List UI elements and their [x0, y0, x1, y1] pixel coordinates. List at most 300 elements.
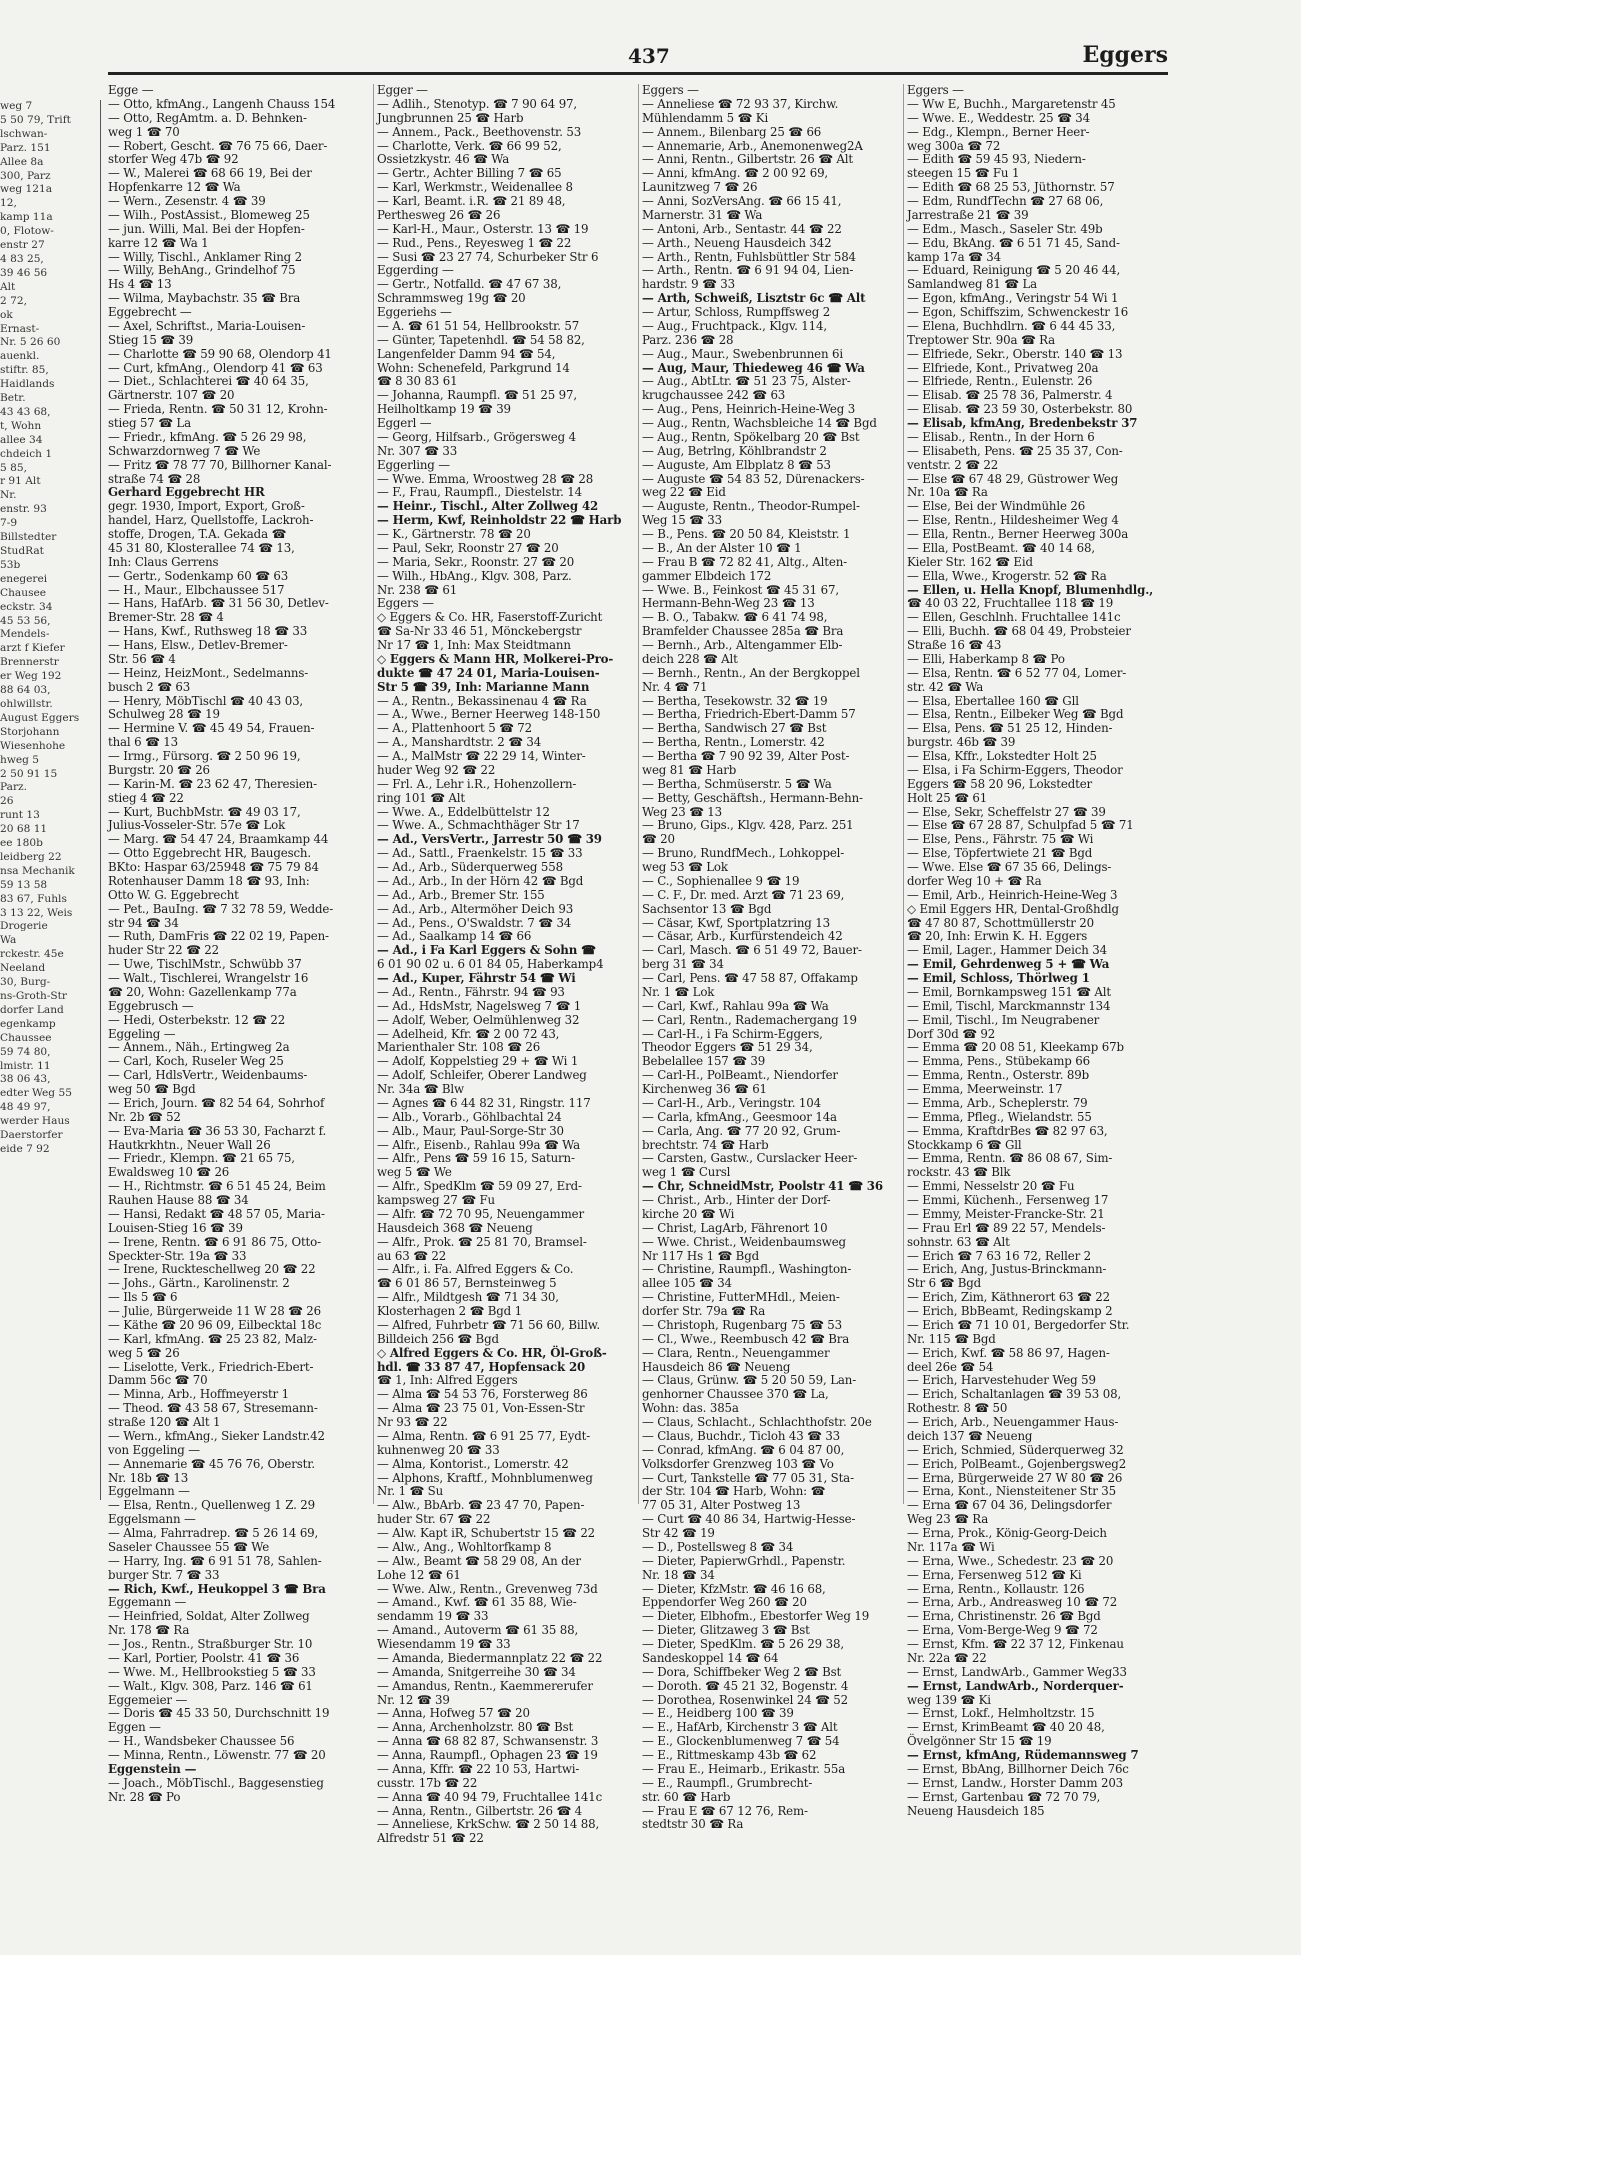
- directory-entry-line: — Frl. A., Lehr i.R., Hohenzollern-: [377, 776, 577, 791]
- directory-entry-line: — Amand., Kwf. ☎ 61 35 88, Wie-: [377, 1595, 577, 1610]
- directory-entry-line: — Dieter, SpedKlm. ☎ 5 26 29 38,: [642, 1637, 844, 1651]
- directory-entry-line: — Erna, Wwe., Schedestr. 23 ☎ 20: [907, 1553, 1114, 1568]
- directory-entry-line: — E., Raumpfl., Grumbrecht-: [642, 1775, 813, 1790]
- previous-page-fragment: eide 7 92: [0, 1142, 50, 1155]
- directory-entry-line: ☎ 20: [642, 832, 675, 847]
- directory-entry-line: — Axel, Schriftst., Maria-Louisen-: [108, 318, 306, 333]
- directory-entry-line: — Edith ☎ 68 25 53, Jüthornstr. 57: [907, 180, 1115, 195]
- directory-entry-line: huder Weg 92 ☎ 22: [377, 762, 496, 777]
- directory-entry-line: — Carl-H., Arb., Veringstr. 104: [642, 1095, 821, 1110]
- directory-entry-line: — Erna, Prok., König-Georg-Deich: [907, 1526, 1107, 1540]
- directory-entry-line: — Alma, Fahrradrep. ☎ 5 26 14 69,: [108, 1526, 319, 1540]
- directory-entry-line: — Elli, Haberkamp 8 ☎ Po: [907, 651, 1065, 666]
- directory-entry-line: Mühlendamm 5 ☎ Ki: [642, 110, 769, 125]
- directory-entry-line: — Alma ☎ 54 53 76, Forsterweg 86: [377, 1387, 588, 1402]
- directory-entry-line: Rotenhauser Damm 18 ☎ 93, Inh:: [108, 873, 310, 888]
- directory-entry-line: Rauhen Hause 88 ☎ 34: [108, 1193, 249, 1207]
- directory-entry-line: — Alma ☎ 23 75 01, Von-Essen-Str: [377, 1401, 585, 1416]
- directory-entry-line: — Julie, Bürgerweide 11 W 28 ☎ 26: [108, 1304, 322, 1318]
- previous-page-fragment: 3 13 22, Weis: [0, 906, 73, 919]
- directory-entry-line: — Marg. ☎ 54 47 24, Braamkamp 44: [108, 832, 329, 847]
- directory-entry-line: — Emmy, Meister-Francke-Str. 21: [907, 1206, 1105, 1221]
- directory-entry-line: weg 81 ☎ Harb: [642, 762, 737, 777]
- directory-entry-line: — Ad., HdsMstr, Nagelsweg 7 ☎ 1: [377, 998, 582, 1013]
- directory-column-1: [108, 83, 370, 1804]
- directory-entry-line: — Carl, Rentn., Rademachergang 19: [642, 1012, 857, 1027]
- directory-entry-line: Nr. 1 ☎ Su: [377, 1484, 444, 1499]
- directory-entry-line: — Alfred, Fuhrbetr ☎ 71 56 60, Billw.: [377, 1317, 600, 1332]
- directory-entry-line: — Ernst, kfmAng, Rüdemannsweg 7: [907, 1748, 1139, 1762]
- directory-entry-line: — Else, Bei der Windmühle 26: [907, 499, 1086, 514]
- directory-entry-line: Weg 23 ☎ Ra: [907, 1512, 989, 1527]
- directory-entry-line: — Otto, kfmAng., Langenh Chauss 154: [108, 96, 336, 111]
- directory-entry-line: — Emma, Rentn., Osterstr. 89b: [907, 1068, 1090, 1083]
- directory-entry-line: Eggers —: [377, 596, 434, 611]
- directory-entry-line: — Erna, Arb., Andreasweg 10 ☎ 72: [907, 1595, 1118, 1610]
- previous-page-fragment: runt 13: [0, 809, 40, 822]
- directory-entry-line: Nr. 117a ☎ Wi: [907, 1539, 995, 1554]
- directory-entry-line: — Alfr., Pens ☎ 59 16 15, Saturn-: [377, 1151, 575, 1166]
- directory-entry-line: — Elsa, Pens. ☎ 51 25 12, Hinden-: [907, 721, 1113, 736]
- directory-entry-line: Wohn: das. 385a: [642, 1401, 739, 1416]
- directory-entry-line: kuhnenweg 20 ☎ 33: [377, 1442, 500, 1457]
- directory-entry-line: — Annem., Bilenbarg 25 ☎ 66: [642, 124, 822, 139]
- directory-entry-line: Nr. 28 ☎ Po: [108, 1789, 181, 1804]
- directory-entry-line: — W., Malerei ☎ 68 66 19, Bei der: [108, 166, 312, 181]
- directory-entry-line: — Elsa, i Fa Schirm-Eggers, Theodor: [907, 762, 1123, 777]
- directory-entry-line: — Wilh., PostAssist., Blomeweg 25: [108, 207, 310, 222]
- directory-entry-line: Volksdorfer Grenzweg 103 ☎ Vo: [642, 1456, 834, 1471]
- directory-entry-line: genhorner Chaussee 370 ☎ La,: [642, 1387, 829, 1402]
- directory-entry-line: — Carl, Koch, Ruseler Weg 25: [108, 1054, 284, 1069]
- directory-entry-line: — Arth., Rentn. ☎ 6 91 94 04, Lien-: [642, 263, 854, 278]
- directory-entry-line: — Carl-H., i Fa Schirm-Eggers,: [642, 1026, 823, 1041]
- directory-entry-line: — Elli, Buchh. ☎ 68 04 49, Probsteier: [907, 624, 1131, 639]
- directory-entry-line: — Bruno, Gips., Klgv. 428, Parz. 251: [642, 818, 854, 833]
- directory-entry-line: — Karl, kfmAng. ☎ 25 23 82, Malz-: [108, 1331, 317, 1346]
- directory-entry-line: — Adlih., Stenotyp. ☎ 7 90 64 97,: [377, 96, 578, 111]
- directory-entry-line: — Conrad, kfmAng. ☎ 6 04 87 00,: [642, 1442, 845, 1457]
- directory-entry-line: — Else, Sekr, Scheffelstr 27 ☎ 39: [907, 804, 1106, 819]
- directory-entry-line: — Heinfried, Soldat, Alter Zollweg: [108, 1609, 310, 1624]
- directory-entry-line: — Anna ☎ 40 94 79, Fruchtallee 141c: [377, 1789, 603, 1804]
- directory-entry-line: — Adolf, Schleifer, Oberer Landweg: [377, 1068, 587, 1083]
- directory-entry-line: — Bertha, Sandwisch 27 ☎ Bst: [642, 721, 827, 736]
- directory-entry-line: — Else, Pens., Fährstr. 75 ☎ Wi: [907, 832, 1094, 847]
- directory-entry-line: — Dora, Schiffbeker Weg 2 ☎ Bst: [642, 1664, 842, 1679]
- directory-entry-line: — B. O., Tabakw. ☎ 6 41 74 98,: [642, 610, 828, 625]
- directory-entry-line: — Fritz ☎ 78 77 70, Billhorner Kanal-: [108, 457, 332, 472]
- directory-entry-line: BKto: Haspar 63/25948 ☎ 75 79 84: [108, 860, 319, 874]
- directory-entry-line: — Erna, Kont., Niensteitener Str 35: [907, 1484, 1117, 1499]
- directory-entry-line: — Friedr., kfmAng. ☎ 5 26 29 98,: [108, 429, 307, 444]
- directory-entry-line: Alfredstr 51 ☎ 22: [377, 1831, 484, 1846]
- directory-entry-line: Nr. 22a ☎ 22: [907, 1650, 987, 1665]
- directory-entry-line: — Liselotte, Verk., Friedrich-Ebert-: [108, 1359, 314, 1374]
- directory-entry-line: dukte ☎ 47 24 01, Maria-Louisen-: [377, 665, 600, 680]
- directory-entry-line: — Irene, Rentn. ☎ 6 91 86 75, Otto-: [108, 1234, 321, 1249]
- directory-entry-line: — Elena, Buchhdlrn. ☎ 6 44 45 33,: [907, 318, 1116, 333]
- directory-entry-line: — Eduard, Reinigung ☎ 5 20 46 44,: [907, 263, 1121, 278]
- directory-entry-line: — Ad., Arb., Süderquerweg 558: [377, 860, 563, 874]
- directory-entry-line: ☎ 20, Wohn: Gazellenkamp 77a: [108, 984, 297, 999]
- directory-entry-line: stedtstr 30 ☎ Ra: [642, 1817, 744, 1832]
- directory-entry-line: — Wwe. Emma, Wroostweg 28 ☎ 28: [377, 471, 594, 486]
- previous-page-fragment: edter Weg 55: [0, 1087, 72, 1100]
- directory-entry-line: Perthesweg 26 ☎ 26: [377, 207, 501, 222]
- directory-entry-line: — B., Pens. ☎ 20 50 84, Kleiststr. 1: [642, 527, 851, 541]
- directory-entry-line: Hermann-Behn-Weg 23 ☎ 13: [642, 596, 815, 611]
- previous-page-fragment: er Weg 192: [0, 670, 62, 683]
- directory-entry-line: — Herm, Kwf, Reinholdstr 22 ☎ Harb: [377, 513, 622, 528]
- directory-entry-line: Nr 117 Hs 1 ☎ Bgd: [642, 1248, 759, 1263]
- directory-entry-line: Weg 15 ☎ 33: [642, 513, 723, 528]
- directory-entry-line: — Artur, Schloss, Rumpffsweg 2: [642, 305, 831, 319]
- previous-page-fragment: 300, Parz: [0, 169, 51, 182]
- directory-entry-line: — Heinz, HeizMont., Sedelmanns-: [108, 665, 309, 680]
- directory-entry-line: — Alma, Kontorist., Lomerstr. 42: [377, 1456, 569, 1471]
- directory-entry-line: — Bertha, Tesekowstr. 32 ☎ 19: [642, 693, 828, 708]
- previous-page-fragment: 59 13 58: [0, 878, 48, 891]
- previous-page-fragment: Drogerie: [0, 920, 48, 933]
- previous-page-fragment: 59 74 80,: [0, 1045, 51, 1058]
- directory-entry-line: kirche 20 ☎ Wi: [642, 1206, 735, 1221]
- directory-entry-line: — Aug., Rentn, Wachsbleiche 14 ☎ Bgd: [642, 416, 877, 430]
- directory-entry-line: Nr. 115 ☎ Bgd: [907, 1331, 996, 1346]
- directory-entry-line: — Claus, Grünw. ☎ 5 20 50 59, Lan-: [642, 1373, 857, 1388]
- previous-page-fragment: 26: [0, 795, 14, 808]
- directory-entry-line: — Eva-Maria ☎ 36 53 30, Facharzt f.: [108, 1123, 327, 1138]
- directory-entry-line: — Anna, Raumpfl., Ophagen 23 ☎ 19: [377, 1748, 598, 1762]
- directory-entry-line: — Charlotte, Verk. ☎ 66 99 52,: [377, 138, 562, 153]
- directory-entry-line: — Christ., Arb., Hinter der Dorf-: [642, 1193, 831, 1207]
- directory-entry-line: — Aug., Maur., Swebenbrunnen 6i: [642, 346, 844, 361]
- directory-entry-line: — Ils 5 ☎ 6: [108, 1290, 178, 1305]
- directory-entry-line: stieg 4 ☎ 22: [108, 790, 184, 805]
- directory-entry-line: — Carsten, Gastw., Curslacker Heer-: [642, 1151, 858, 1166]
- directory-entry-line: Str 5 ☎ 39, Inh: Marianne Mann: [377, 679, 590, 694]
- directory-entry-line: busch 2 ☎ 63: [108, 679, 191, 694]
- previous-page-fragment: Wa: [0, 934, 17, 947]
- directory-entry-line: — E., Rittmeskamp 43b ☎ 62: [642, 1748, 817, 1762]
- directory-entry-line: — Emil, Schloss, Thörlweg 1: [907, 971, 1090, 985]
- directory-entry-line: — Ellen, Geschlnh. Fruchtallee 141c: [907, 610, 1121, 625]
- directory-entry-line: gegr. 1930, Import, Export, Groß-: [108, 499, 305, 514]
- directory-entry-line: — Emil, Arb., Heinrich-Heine-Weg 3: [907, 887, 1118, 902]
- directory-entry-line: 6 01 90 02 u. 6 01 84 05, Haberkamp4: [377, 957, 604, 972]
- directory-entry-line: — Claus, Buchdr., Ticloh 43 ☎ 33: [642, 1428, 841, 1443]
- directory-entry-line: weg 300a ☎ 72: [907, 138, 1001, 153]
- directory-entry-line: — Ad., Saalkamp 14 ☎ 66: [377, 929, 532, 944]
- directory-entry-line: Hopfenkarre 12 ☎ Wa: [108, 180, 241, 195]
- previous-page-fragment: 4 83 25,: [0, 252, 44, 265]
- directory-entry-line: — Wwe. A., Eddelbüttelstr 12: [377, 804, 550, 819]
- directory-entry-line: — Erich, Schaltanlagen ☎ 39 53 08,: [907, 1387, 1122, 1402]
- directory-entry-line: — Emil, Tischl., Im Neugrabener: [907, 1012, 1100, 1027]
- directory-entry-line: Straße 16 ☎ 43: [907, 638, 1002, 652]
- directory-entry-line: Jarrestraße 21 ☎ 39: [907, 207, 1029, 222]
- directory-entry-line: Billdeich 256 ☎ Bgd: [377, 1331, 499, 1346]
- directory-entry-line: — Erich, Kwf. ☎ 58 86 97, Hagen-: [907, 1345, 1110, 1360]
- directory-entry-line: — Auguste, Am Elbplatz 8 ☎ 53: [642, 457, 831, 472]
- directory-entry-line: — Doris ☎ 45 33 50, Durchschnitt 19: [108, 1706, 330, 1721]
- directory-entry-line: Egge —: [108, 83, 154, 97]
- directory-entry-line: — K., Gärtnerstr. 78 ☎ 20: [377, 527, 531, 541]
- previous-page-fragment: Ernast-: [0, 322, 40, 335]
- directory-entry-line: kamp 17a ☎ 34: [907, 249, 1001, 264]
- directory-entry-line: — Curt, kfmAng., Olendorp 41 ☎ 63: [108, 360, 323, 375]
- directory-entry-line: str. 60 ☎ Harb: [642, 1789, 731, 1804]
- previous-page-fragment: 39 46 56: [0, 266, 48, 279]
- directory-entry-line: — Erich, PolBeamt., Gojenbergsweg2: [907, 1456, 1127, 1471]
- directory-entry-line: — Emil, Gehrdenweg 5 + ☎ Wa: [907, 957, 1110, 972]
- directory-entry-line: Nr. 10a ☎ Ra: [907, 485, 988, 500]
- directory-entry-line: — Amanda, Snitgerreihe 30 ☎ 34: [377, 1664, 576, 1679]
- directory-entry-line: — Karin-M. ☎ 23 62 47, Theresien-: [108, 776, 317, 791]
- directory-entry-line: huder Str. 67 ☎ 22: [377, 1512, 491, 1527]
- directory-entry-line: — Emil, Bornkampsweg 151 ☎ Alt: [907, 984, 1111, 999]
- directory-entry-line: — Alb., Maur, Paul-Sorge-Str 30: [377, 1123, 564, 1138]
- directory-entry-line: — Erna, Rentn., Kollaustr. 126: [907, 1581, 1085, 1596]
- directory-entry-line: thal 6 ☎ 13: [108, 735, 178, 750]
- directory-entry-line: — Adolf, Koppelstieg 29 + ☎ Wi 1: [377, 1054, 579, 1069]
- previous-page-fragment: kamp 11a: [0, 211, 53, 224]
- directory-entry-line: — Edm, RundfTechn ☎ 27 68 06,: [907, 194, 1104, 208]
- previous-page-fragment: Allee 8a: [0, 155, 44, 168]
- directory-entry-line: Nr. 307 ☎ 33: [377, 443, 458, 458]
- directory-entry-line: — Walt., Tischlerei, Wrangelstr 16: [108, 971, 309, 985]
- directory-entry-line: — Ernst, Lokf., Helmholtzstr. 15: [907, 1706, 1095, 1721]
- directory-entry-line: — B., An der Alster 10 ☎ 1: [642, 540, 802, 555]
- directory-entry-line: Nr. 12 ☎ 39: [377, 1692, 450, 1707]
- directory-entry-line: — Egon, Schiffszim, Schwenckestr 16: [907, 305, 1129, 319]
- directory-entry-line: — Anna, Kffr. ☎ 22 10 53, Hartwi-: [377, 1761, 580, 1776]
- directory-entry-line: — Carl-H., PolBeamt., Niendorfer: [642, 1068, 838, 1083]
- directory-entry-line: — Else, Rentn., Hildesheimer Weg 4: [907, 513, 1119, 528]
- directory-column-3: [638, 83, 904, 1832]
- directory-entry-line: — Wwe. A., Schmachthäger Str 17: [377, 818, 580, 833]
- previous-page-fragment: 53b: [0, 558, 21, 571]
- directory-entry-line: — A., MalMstr ☎ 22 29 14, Winter-: [377, 749, 586, 763]
- directory-entry-line: — Anneliese ☎ 72 93 37, Kirchw.: [642, 96, 839, 111]
- directory-entry-line: Hautkrkhtn., Neuer Wall 26: [108, 1137, 271, 1152]
- directory-entry-line: — Anna, Hofweg 57 ☎ 20: [377, 1706, 530, 1721]
- directory-entry-line: — Ruth, DamFris ☎ 22 02 19, Papen-: [108, 929, 329, 944]
- directory-entry-line: — Frau B ☎ 72 82 41, Altg., Alten-: [642, 554, 847, 569]
- directory-entry-line: — Elsa, Rentn., Quellenweg 1 Z. 29: [108, 1498, 315, 1513]
- previous-page-fragment: August Eggers: [0, 711, 80, 724]
- directory-entry-line: — Auguste ☎ 54 83 52, Dürenackers-: [642, 471, 865, 486]
- directory-entry-line: — Elfriede, Rentn., Eulenstr. 26: [907, 374, 1093, 389]
- previous-page-fragment: enstr. 93: [0, 503, 47, 516]
- directory-entry-line: — Else, Töpfertwiete 21 ☎ Bgd: [907, 846, 1093, 861]
- directory-entry-line: dorfer Str. 79a ☎ Ra: [642, 1304, 766, 1318]
- directory-entry-line: Str. 56 ☎ 4: [108, 651, 176, 666]
- directory-entry-line: Eggebrusch —: [108, 998, 194, 1013]
- directory-entry-line: — Paul, Sekr, Roonstr 27 ☎ 20: [377, 540, 559, 555]
- directory-entry-line: — Aug., Fruchtpack., Klgv. 114,: [642, 318, 827, 333]
- directory-entry-line: Eggemann —: [108, 1595, 187, 1610]
- directory-entry-line: — Ernst, LandwArb., Norderquer-: [907, 1678, 1124, 1693]
- directory-entry-line: — Cäsar, Kwf, Sportplatzring 13: [642, 915, 830, 930]
- directory-entry-line: Marnerstr. 31 ☎ Wa: [642, 207, 763, 222]
- directory-entry-line: — Adolf, Weber, Oelmühlenweg 32: [377, 1012, 580, 1027]
- directory-entry-line: weg 1 ☎ 70: [108, 124, 180, 139]
- directory-entry-line: Inh: Claus Gerrens: [108, 554, 219, 569]
- directory-entry-line: Eggebrecht —: [108, 305, 192, 319]
- directory-entry-line: — Frau Erl ☎ 89 22 57, Mendels-: [907, 1220, 1106, 1235]
- directory-entry-line: — Annem., Pack., Beethovenstr. 53: [377, 124, 582, 139]
- directory-entry-line: — Ad., Arb., In der Hörn 42 ☎ Bgd: [377, 873, 584, 888]
- directory-entry-line: weg 50 ☎ Bgd: [108, 1082, 196, 1096]
- previous-page-fragment: t, Wohn: [0, 419, 42, 432]
- previous-page-fragment: hweg 5: [0, 753, 40, 766]
- directory-entry-line: — Ad., i Fa Karl Eggers & Sohn ☎: [377, 943, 596, 958]
- directory-entry-line: — Christine, Raumpfl., Washington-: [642, 1262, 852, 1277]
- directory-entry-line: weg 1 ☎ Cursl: [642, 1165, 731, 1180]
- directory-entry-line: — Minna, Arb., Hoffmeyerstr 1: [108, 1387, 290, 1402]
- directory-entry-line: — Cäsar, Arb., Kurfürstendeich 42: [642, 929, 843, 944]
- directory-entry-line: ☎ 8 30 83 61: [377, 374, 458, 389]
- directory-entry-line: Treptower Str. 90a ☎ Ra: [907, 332, 1055, 347]
- directory-entry-line: — Hans, Kwf., Ruthsweg 18 ☎ 33: [108, 624, 308, 639]
- previous-page-fragment: Brennerstr: [0, 656, 59, 669]
- directory-entry-line: — Rich, Kwf., Heukoppel 3 ☎ Bra: [108, 1581, 326, 1596]
- previous-page-fragment: chdeich 1: [0, 447, 53, 460]
- previous-page-fragment: egenkamp: [0, 1017, 56, 1030]
- directory-entry-line: — Friedr., Klempn. ☎ 21 65 75,: [108, 1151, 295, 1166]
- directory-entry-line: hardstr. 9 ☎ 33: [642, 277, 735, 292]
- directory-entry-line: Eggenstein —: [108, 1761, 197, 1776]
- directory-entry-line: — Johs., Gärtn., Karolinenstr. 2: [108, 1276, 290, 1291]
- directory-entry-line: — Carl, Masch. ☎ 6 51 49 72, Bauer-: [642, 943, 862, 958]
- directory-entry-line: — Carla, kfmAng., Geesmoor 14a: [642, 1109, 837, 1124]
- directory-entry-line: Nr. 4 ☎ 71: [642, 679, 708, 694]
- directory-entry-line: weg 5 ☎ We: [377, 1165, 452, 1180]
- directory-entry-line: weg 22 ☎ Eid: [642, 485, 726, 500]
- directory-entry-line: ☎ 40 03 22, Fruchtallee 118 ☎ 19: [907, 596, 1114, 611]
- directory-entry-line: Eggers ☎ 58 20 96, Lokstedter: [907, 776, 1093, 791]
- directory-entry-line: — Emil, Lager., Hammer Deich 34: [907, 943, 1107, 958]
- directory-entry-line: — Diet., Schlachterei ☎ 40 64 35,: [108, 374, 309, 389]
- directory-entry-line: Marienthaler Str. 108 ☎ 26: [377, 1040, 541, 1055]
- directory-entry-line: — Annemarie, Arb., Anemonenweg2A: [642, 138, 863, 153]
- directory-entry-line: Louisen-Stieg 16 ☎ 39: [108, 1220, 243, 1235]
- directory-entry-line: au 63 ☎ 22: [377, 1248, 447, 1263]
- directory-entry-line: Eggerl —: [377, 416, 432, 430]
- directory-entry-line: — Wwe. M., Hellbrookstieg 5 ☎ 33: [108, 1664, 316, 1679]
- previous-page-fragment: 20 68 11: [0, 823, 48, 836]
- directory-entry-line: — Karl-H., Maur., Osterstr. 13 ☎ 19: [377, 221, 589, 236]
- directory-entry-line: — Ad., Arb., Altermöher Deich 93: [377, 901, 574, 916]
- directory-entry-line: Heilholtkamp 19 ☎ 39: [377, 402, 511, 417]
- directory-entry-line: — Wwe. Alw., Rentn., Grevenweg 73d: [377, 1581, 598, 1596]
- directory-entry-line: — Emma, Meerweinstr. 17: [907, 1082, 1063, 1096]
- directory-entry-line: — Karl, Portier, Poolstr. 41 ☎ 36: [108, 1650, 300, 1665]
- previous-page-fragment: 48 49 97,: [0, 1101, 51, 1114]
- previous-page-fragment: weg 121a: [0, 183, 53, 196]
- directory-entry-line: — Erich ☎ 71 10 01, Bergedorfer Str.: [907, 1317, 1130, 1332]
- directory-entry-line: — Willy, BehAng., Grindelhof 75: [108, 263, 296, 278]
- directory-entry-line: — Aug, Betrlng, Köhlbrandstr 2: [642, 443, 827, 458]
- directory-entry-line: — Anni, Rentn., Gilbertstr. 26 ☎ Alt: [642, 152, 853, 167]
- directory-entry-line: — Emmi, Nesselstr 20 ☎ Fu: [907, 1179, 1075, 1194]
- directory-entry-line: — Alfr., Eisenb., Rahlau 99a ☎ Wa: [377, 1137, 580, 1152]
- directory-entry-line: — Wern., Zesenstr. 4 ☎ 39: [108, 194, 266, 208]
- directory-entry-line: — Dieter, PapierwGrhdl., Papenstr.: [642, 1553, 846, 1568]
- previous-page-fragment: ohlwillstr.: [0, 697, 53, 710]
- directory-entry-line: — C. F., Dr. med. Arzt ☎ 71 23 69,: [642, 887, 845, 902]
- directory-entry-line: allee 105 ☎ 34: [642, 1276, 732, 1291]
- directory-entry-line: — Edm., Masch., Saseler Str. 49b: [907, 221, 1103, 236]
- directory-entry-line: Theodor Eggers ☎ 51 29 34,: [642, 1040, 813, 1055]
- directory-entry-line: ◇ Emil Eggers HR, Dental-Großhdlg: [907, 901, 1119, 916]
- directory-entry-line: — E., HafArb, Kirchenstr 3 ☎ Alt: [642, 1720, 838, 1735]
- directory-entry-line: — E., Glockenblumenweg 7 ☎ 54: [642, 1734, 840, 1749]
- directory-entry-line: — Christoph, Rugenbarg 75 ☎ 53: [642, 1317, 842, 1332]
- directory-entry-line: — Uwe, TischlMstr., Schwübb 37: [108, 957, 302, 972]
- directory-entry-line: — Claus, Schlacht., Schlachthofstr. 20e: [642, 1415, 872, 1429]
- directory-entry-line: Str 6 ☎ Bgd: [907, 1276, 982, 1291]
- directory-entry-line: — Erna, Vom-Berge-Weg 9 ☎ 72: [907, 1623, 1098, 1638]
- directory-entry-line: krugchaussee 242 ☎ 63: [642, 388, 786, 403]
- directory-entry-line: — Clara, Rentn., Neuengammer: [642, 1345, 830, 1360]
- directory-entry-line: — Ad., Sattl., Fraenkelstr. 15 ☎ 33: [377, 846, 583, 861]
- directory-entry-line: — Emma, Arb., Scheplerstr. 79: [907, 1095, 1088, 1110]
- directory-entry-line: deich 228 ☎ Alt: [642, 651, 738, 666]
- directory-entry-line: — Aug., Rentn, Spökelbarg 20 ☎ Bst: [642, 429, 860, 444]
- directory-entry-line: — C., Sophienallee 9 ☎ 19: [642, 873, 800, 888]
- previous-page-fragment: Mendels-: [0, 628, 50, 641]
- directory-entry-line: ☎ 6 01 86 57, Bernsteinweg 5: [377, 1276, 557, 1291]
- directory-entry-line: — Maria, Sekr., Roonstr. 27 ☎ 20: [377, 554, 575, 569]
- directory-entry-line: stoffe, Drogen, T.A. Gekada ☎: [108, 527, 287, 541]
- directory-entry-line: str 94 ☎ 34: [108, 915, 179, 930]
- directory-entry-line: — Dieter, Elbhofm., Ebestorfer Weg 19: [642, 1609, 870, 1624]
- directory-entry-line: weg 5 ☎ 26: [108, 1345, 180, 1360]
- directory-entry-line: — Johanna, Raumpfl. ☎ 51 25 97,: [377, 388, 577, 403]
- directory-entry-line: — Jos., Rentn., Straßburger Str. 10: [108, 1637, 313, 1651]
- directory-entry-line: Nr. 18b ☎ 13: [108, 1470, 189, 1485]
- directory-entry-line: Langenfelder Damm 94 ☎ 54,: [377, 346, 556, 361]
- directory-entry-line: sohnstr. 63 ☎ Alt: [907, 1234, 1010, 1249]
- previous-page-fragment: lschwan-: [0, 127, 48, 140]
- directory-entry-line: — Dorothea, Rosenwinkel 24 ☎ 52: [642, 1692, 849, 1707]
- previous-page-fragment: ee 180b: [0, 837, 43, 850]
- directory-entry-line: Stockkamp 6 ☎ Gll: [907, 1137, 1022, 1152]
- directory-entry-line: — Ernst, Kfm. ☎ 22 37 12, Finkenau: [907, 1637, 1124, 1651]
- directory-entry-line: — Aug, Maur, Thiedeweg 46 ☎ Wa: [642, 360, 865, 375]
- previous-page-fragment: 30, Burg-: [0, 976, 51, 989]
- directory-entry-line: Eggeling —: [108, 1026, 176, 1041]
- directory-entry-line: — Alw. Kapt iR, Schubertstr 15 ☎ 22: [377, 1526, 596, 1540]
- directory-entry-line: — Carla, Ang. ☎ 77 20 92, Grum-: [642, 1123, 841, 1138]
- directory-entry-line: straße 120 ☎ Alt 1: [108, 1415, 221, 1429]
- directory-entry-line: weg 53 ☎ Lok: [642, 860, 728, 874]
- directory-entry-line: — Hermine V. ☎ 45 49 54, Frauen-: [108, 721, 315, 736]
- directory-entry-line: von Eggeling —: [108, 1442, 200, 1457]
- directory-entry-line: — Ernst, Landw., Horster Damm 203: [907, 1775, 1124, 1790]
- directory-entry-line: — Gertr., Achter Billing 7 ☎ 65: [377, 166, 562, 181]
- directory-entry-line: hdl. ☎ 33 87 47, Hopfensack 20: [377, 1359, 586, 1374]
- directory-entry-line: — Ernst, KrimBeamt ☎ 40 20 48,: [907, 1720, 1105, 1735]
- directory-entry-line: — Aug., Pens, Heinrich-Heine-Weg 3: [642, 402, 856, 417]
- directory-entry-line: — Bernh., Rentn., An der Bergkoppel: [642, 665, 860, 680]
- directory-entry-line: — Wwe. Christ., Weidenbaumsweg: [642, 1234, 846, 1249]
- directory-entry-line: — Theod. ☎ 43 58 67, Stresemann-: [108, 1401, 318, 1416]
- directory-entry-line: Speckter-Str. 19a ☎ 33: [108, 1248, 247, 1263]
- directory-entry-line: — Erna, Bürgerweide 27 W 80 ☎ 26: [907, 1470, 1123, 1485]
